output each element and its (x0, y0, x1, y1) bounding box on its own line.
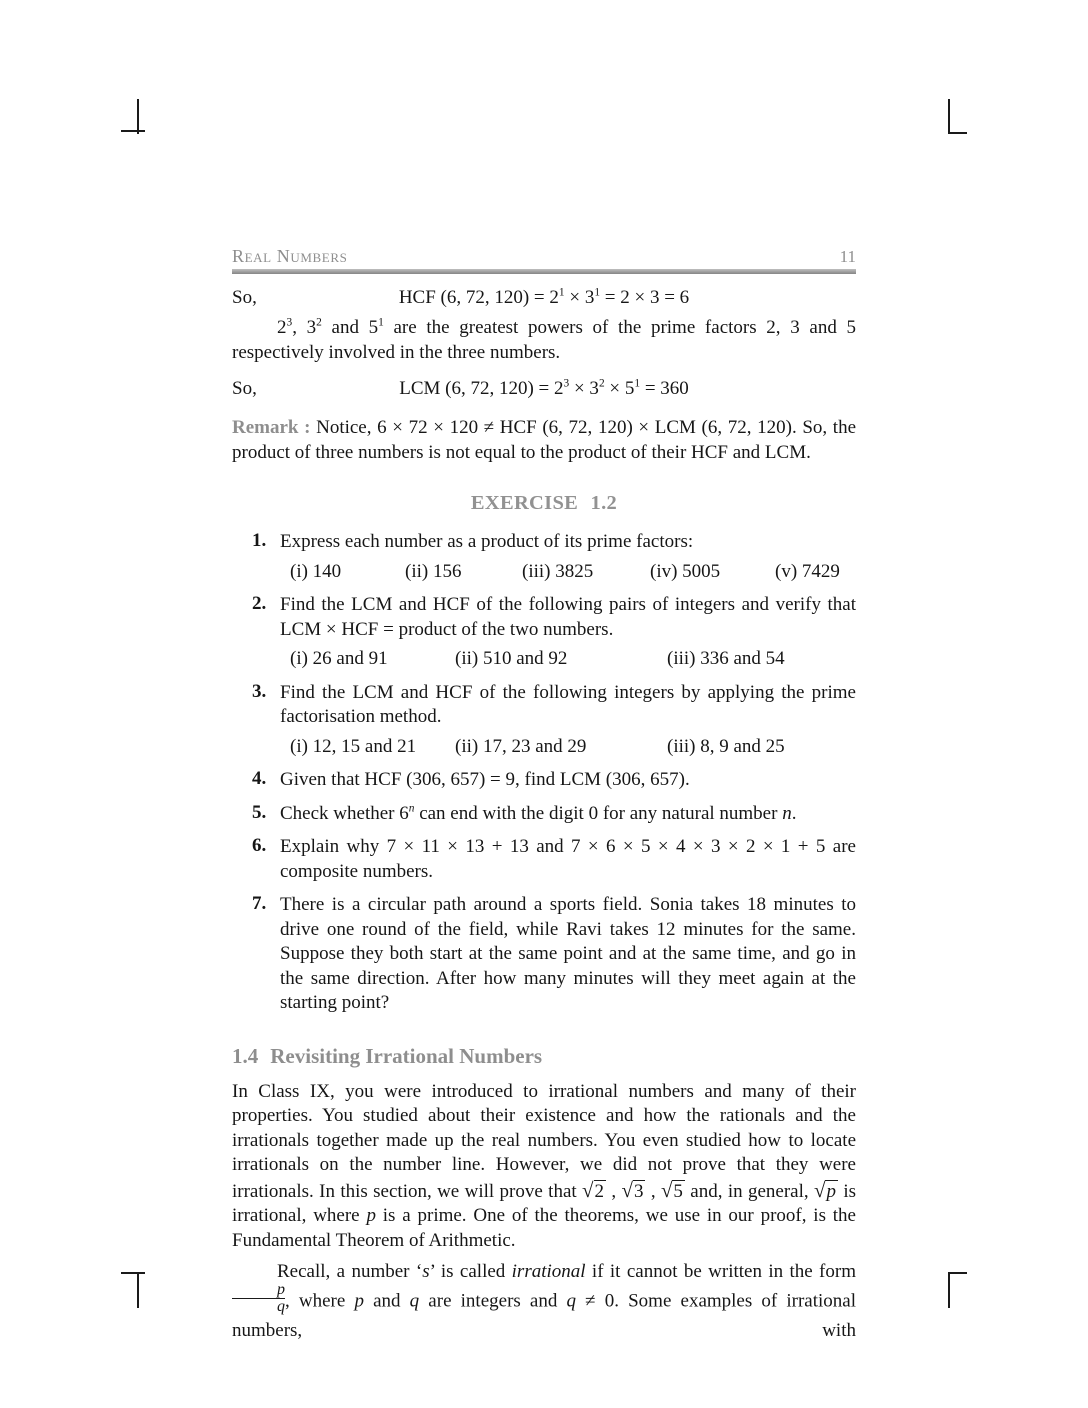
item-text: Find the LCM and HCF of the following integers by applying the prime factorisation method. (280, 681, 856, 727)
item-number: 7. (252, 893, 267, 914)
option: (i) 26 and 91 (290, 648, 388, 669)
remark-label: Remark : (232, 417, 311, 438)
item-number: 2. (252, 593, 267, 614)
remark-text: Notice, 6 × 72 × 120 ≠ HCF (6, 72, 120) × LCM (6, 72, 120). So, the product of three numbers is not equal to the product of their HCF and LCM. (232, 417, 857, 463)
running-header (232, 246, 856, 274)
item-text: Given that HCF (306, 657) = 9, find LCM (306, 657). (280, 769, 690, 790)
option: (iii) 8, 9 and 25 (667, 735, 785, 757)
option: (i) 140 (290, 560, 342, 582)
section-heading (232, 1044, 856, 1069)
header-rule (232, 269, 856, 274)
page-number: 11 (839, 247, 856, 266)
option: (v) 7429 (775, 560, 840, 582)
chapter-title: Real Numbers (232, 246, 348, 266)
lcm-equation-line (232, 378, 856, 400)
exercise-item-2 (232, 593, 856, 672)
item-text: Express each number as a product of its prime factors: (280, 531, 694, 552)
option: (iii) 3825 (522, 560, 594, 582)
section-number: 1.4 (232, 1043, 259, 1068)
item-text: Explain why 7 × 11 × 13 + 13 and 7 × 6 × 5 × 4 × 3 × 2 × 1 + 5 are composite numbers. (280, 836, 856, 882)
option: (ii) 156 (405, 560, 462, 582)
option: (iii) 336 and 54 (667, 648, 785, 669)
crop-mark (137, 99, 139, 134)
crop-mark (948, 1272, 967, 1274)
so-label: So, (232, 287, 257, 308)
item-number: 5. (252, 801, 267, 823)
crop-mark (948, 99, 950, 134)
exercise-item-3 (232, 681, 856, 760)
hcf-equation-line (232, 287, 856, 309)
exercise-heading: EXERCISE 1.2 (470, 492, 618, 514)
item-text: Find the LCM and HCF of the following pairs of integers and verify that LCM × HCF = product of the two numbers. (280, 594, 856, 640)
option: (ii) 510 and 92 (455, 648, 568, 669)
exercise-item-4 (232, 768, 856, 793)
item-text: There is a circular path around a sports field. Sonia takes 18 minutes to drive one round of the field, while Ravi takes 12 minutes for the same. Suppose they both start at the same point and at the same time, and go in the same direction. After how many minutes will they meet again at the starting point? (280, 894, 856, 1013)
lcm-formula: LCM (6, 72, $120) = 2^3 \times 3^2 \times 5^1 = 360$ (399, 377, 689, 399)
crop-mark (948, 1272, 950, 1308)
exercise-item-7 (232, 893, 856, 1016)
item-options (280, 735, 856, 760)
crop-mark (121, 1272, 145, 1274)
section-title: Revisiting Irrational Numbers (270, 1043, 543, 1068)
crop-mark (137, 1272, 139, 1308)
irrational-recall-paragraph: Recall, a number ‘s’ is called irrational if it cannot be written in the form $\frac{p}{q}$ , where p and q are integers and q ≠ 0. Some examples of irrational numbers, with (232, 1261, 857, 1342)
exercise-item-6 (232, 835, 856, 884)
hcf-formula: HCF (6, 72, $120) = 2^1 \times 3^1 = 2 \times 3 = 6$ (398, 286, 690, 308)
item-options (280, 647, 856, 672)
item-number: 6. (252, 835, 267, 856)
item-number: 4. (252, 768, 267, 789)
exercise-item-5 (232, 802, 856, 827)
item-text: Check whether 6$^n$ can end with the digit 0 for any natural number n. (280, 802, 797, 824)
irrational-intro-paragraph: In Class IX, you were introduced to irrational numbers and many of their properties. You studied about their existence and how the rationals and the irrationals together made up the real numbers. You even studied how to locate irrationals on the number line. However, we did not prove that they were irrationals. In this section, we will prove that √2 , √3 , √5 and, in general, √p is irrational, where p is a prime. One of the theorems, we use in our proof, is the Fundamental Theorem of Arithmetic. (232, 1080, 857, 1251)
item-options (280, 560, 856, 585)
option: (i) 12, 15 and 21 (290, 735, 417, 757)
option: (ii) 17, 23 and 29 (455, 735, 587, 757)
exercise-item-1 (232, 530, 856, 584)
item-number: 3. (252, 680, 267, 702)
crop-mark (948, 132, 967, 134)
remark-paragraph (232, 416, 856, 465)
item-number: 1. (252, 530, 267, 551)
crop-mark (121, 130, 145, 132)
greatest-powers-paragraph: $2^3$, $3^2$ and $5^1$ are the greatest powers of the prime factors 2, 3 and 5 respectively involved in the three numbers. (232, 316, 857, 363)
option: (iv) 5005 (650, 560, 721, 582)
so-label: So, (232, 378, 257, 399)
page-content (232, 246, 856, 1351)
